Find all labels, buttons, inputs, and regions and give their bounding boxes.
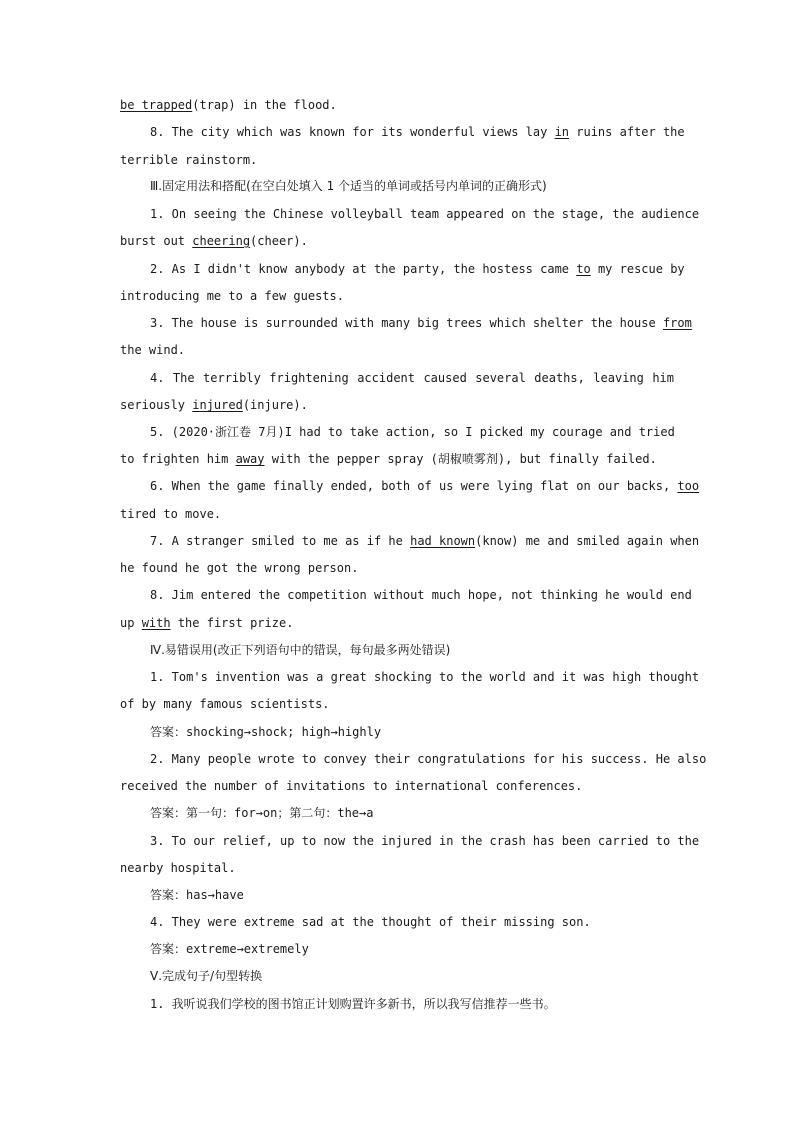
line-text: up bbox=[120, 616, 142, 630]
line-text: the first prize. bbox=[170, 616, 294, 630]
text-line bbox=[150, 261, 685, 277]
text-line bbox=[120, 860, 674, 876]
line-text: 2. Many people wrote to convey their congratulations for his success. He also bbox=[150, 752, 707, 766]
text-line bbox=[120, 696, 674, 712]
text-line bbox=[120, 342, 674, 358]
text-line bbox=[120, 233, 674, 249]
line-text: my rescue by bbox=[590, 262, 685, 276]
line-text: Ⅴ.完成句子/句型转换 bbox=[150, 969, 263, 983]
line-text: received the number of invitations to international conferences. bbox=[120, 779, 583, 793]
line-text: 2. As I didn't know anybody at the party, the hostess came bbox=[150, 262, 577, 276]
text-line bbox=[120, 288, 674, 304]
line-text: 答案：extreme→extremely bbox=[150, 942, 309, 956]
section-heading bbox=[150, 642, 674, 658]
line-text: of by many famous scientists. bbox=[120, 697, 330, 711]
line-text: (trap) in the flood. bbox=[192, 98, 337, 112]
answer-blank: be_trapped bbox=[120, 98, 193, 112]
text-line bbox=[150, 533, 700, 549]
line-text: 7. A stranger smiled to me as if he bbox=[150, 534, 411, 548]
text-line bbox=[150, 315, 692, 331]
line-text: burst out bbox=[120, 234, 193, 248]
answer-blank: to bbox=[576, 262, 591, 276]
answer-blank: in bbox=[554, 125, 570, 139]
text-line bbox=[120, 506, 674, 522]
answer-blank: had known bbox=[410, 534, 476, 548]
line-text: the wind. bbox=[120, 343, 186, 357]
line-text: 1. On seeing the Chinese volleyball team appeared on the stage, the audience bbox=[150, 207, 700, 221]
answer-blank: too bbox=[677, 479, 700, 493]
line-text: he found he got the wrong person. bbox=[120, 561, 359, 575]
text-line bbox=[120, 152, 674, 168]
line-text: 答案：shocking→shock; high→highly bbox=[150, 725, 382, 739]
line-text: 8. Jim entered the competition without much hope, not thinking he would end bbox=[150, 588, 692, 602]
line-text: 4. They were extreme sad at the thought of their missing son. bbox=[150, 915, 591, 929]
text-line bbox=[150, 833, 700, 849]
text-line bbox=[120, 560, 674, 576]
answer-blank: from bbox=[662, 316, 692, 330]
text-line bbox=[120, 615, 674, 631]
line-text: with the pepper spray (胡椒喷雾剂), but finally failed. bbox=[264, 452, 657, 466]
section-heading bbox=[150, 968, 674, 984]
text-line bbox=[150, 424, 674, 440]
text-line bbox=[150, 587, 692, 603]
answer-blank: injured bbox=[192, 398, 243, 412]
text-line bbox=[150, 370, 674, 386]
text-line bbox=[150, 124, 685, 140]
line-text: 3. To our relief, up to now the injured in the crash has been carried to the bbox=[150, 834, 700, 848]
line-text: nearby hospital. bbox=[120, 861, 236, 875]
text-line bbox=[150, 941, 674, 957]
text-line bbox=[150, 206, 700, 222]
line-text: 6. When the game finally ended, both of us were lying flat on our backs, bbox=[150, 479, 678, 493]
text-line bbox=[150, 805, 674, 821]
text-line bbox=[120, 97, 674, 113]
text-line bbox=[120, 451, 674, 467]
line-text: (injure). bbox=[242, 398, 308, 412]
line-text: (know) me and smiled again when bbox=[475, 534, 700, 548]
line-text: 5. (2020·浙江卷 7月)I had to take action, so I picked my courage and tried bbox=[150, 425, 675, 439]
line-text: 答案：第一句：for→on；第二句：the→a bbox=[150, 806, 374, 820]
line-text: 答案：has→have bbox=[150, 888, 244, 902]
answer-blank: cheering bbox=[192, 234, 251, 248]
answer-blank: away bbox=[235, 452, 265, 466]
answer-blank: with bbox=[141, 616, 171, 630]
line-text: 1. 我听说我们学校的图书馆正计划购置许多新书，所以我写信推荐一些书。 bbox=[150, 997, 556, 1011]
line-text: terrible rainstorm. bbox=[120, 153, 258, 167]
line-text: ruins after the bbox=[569, 125, 685, 139]
line-text: (cheer). bbox=[250, 234, 308, 248]
text-line bbox=[150, 724, 674, 740]
text-line bbox=[150, 751, 707, 767]
line-text: Ⅲ.固定用法和搭配(在空白处填入 1 个适当的单词或括号内单词的正确形式) bbox=[150, 179, 547, 193]
line-text: seriously bbox=[120, 398, 193, 412]
text-line bbox=[150, 914, 674, 930]
line-text: Ⅳ.易错误用(改正下列语句中的错误，每句最多两处错误) bbox=[150, 643, 451, 657]
line-text: tired to move. bbox=[120, 507, 222, 521]
line-text: 8. The city which was known for its wonderful views lay bbox=[150, 125, 555, 139]
text-line bbox=[150, 996, 674, 1012]
line-text: to frighten him bbox=[120, 452, 236, 466]
line-text: 3. The house is surrounded with many big trees which shelter the house bbox=[150, 316, 663, 330]
text-line bbox=[150, 478, 700, 494]
text-line bbox=[120, 778, 674, 794]
text-line bbox=[150, 887, 674, 903]
line-text: 1. Tom's invention was a great shocking to the world and it was high thought bbox=[150, 670, 700, 684]
line-text: introducing me to a few guests. bbox=[120, 289, 344, 303]
line-text: 4. The terribly frightening accident caused several deaths, leaving him bbox=[150, 371, 674, 385]
section-heading bbox=[150, 178, 674, 194]
text-line bbox=[150, 669, 700, 685]
text-line bbox=[120, 397, 674, 413]
